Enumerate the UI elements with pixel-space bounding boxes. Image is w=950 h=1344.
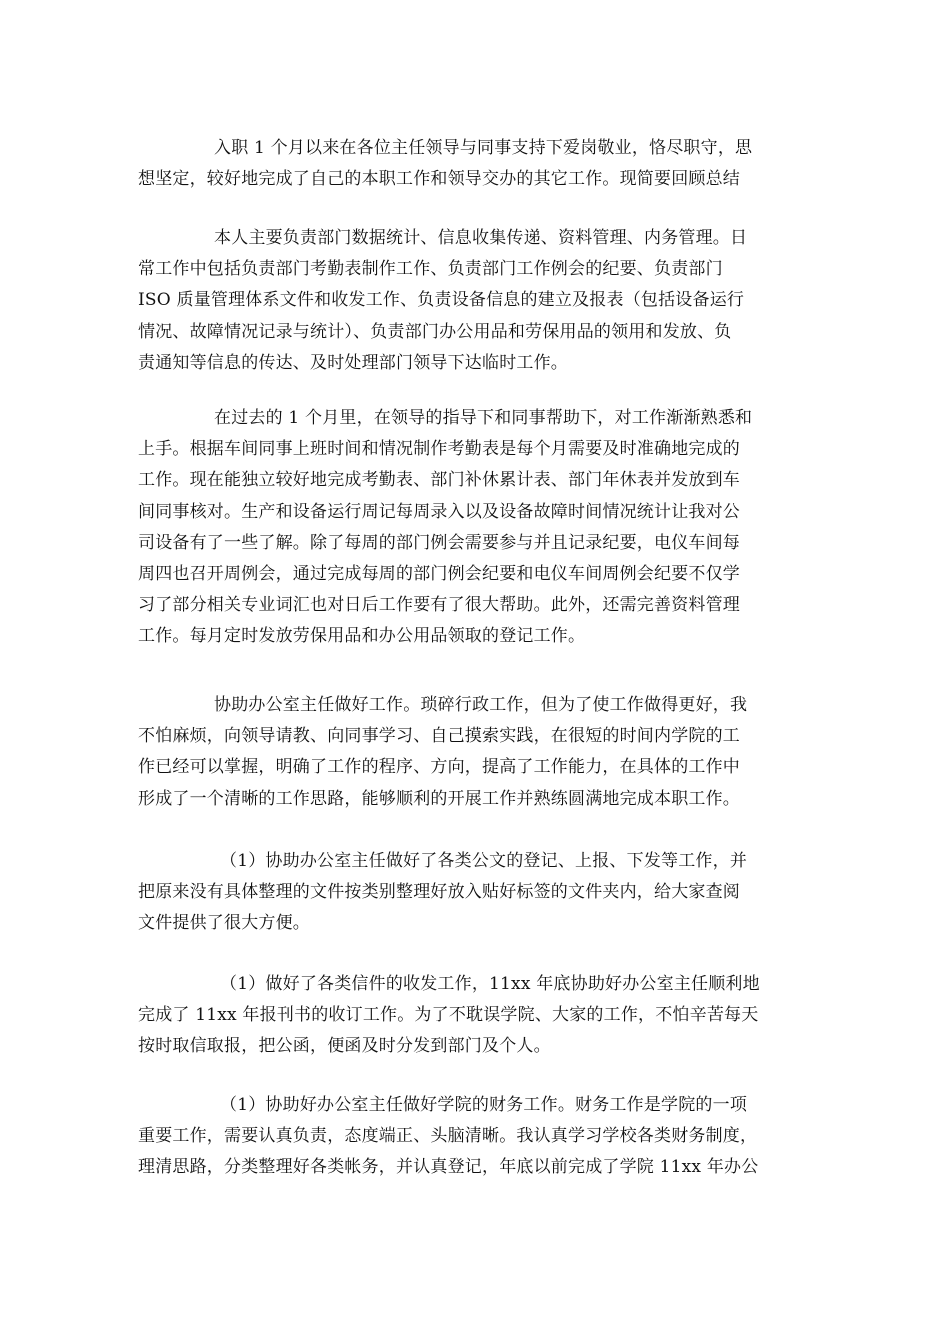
- paragraph-line: 司设备有了一些了解。除了每周的部门例会需要参与并且记录纪要，电仪车间每: [138, 532, 740, 553]
- paragraph-1: [138, 133, 818, 195]
- paragraph-line: 入职 1 个月以来在各位主任领导与同事支持下爱岗敬业，恪尽职守，思: [214, 138, 753, 158]
- paragraph-4: [138, 690, 818, 815]
- paragraph-line: 上手。根据车间同事上班时间和情况制作考勤表是每个月需要及时准确地完成的: [138, 439, 740, 460]
- paragraph-line: 作已经可以掌握，明确了工作的程序、方向，提高了工作能力，在具体的工作中: [138, 757, 740, 778]
- paragraph-line: 情况、故障情况记录与统计）、负责部门办公用品和劳保用品的领用和发放、负: [138, 321, 732, 342]
- paragraph-line: 习了部分相关专业词汇也对日后工作要有了很大帮助。此外，还需完善资料管理: [138, 595, 740, 616]
- paragraph-2: [138, 223, 818, 379]
- paragraph-line: 间同事核对。生产和设备运行周记每周录入以及设备故障时间情况统计让我对公: [138, 501, 740, 522]
- paragraph-7: [138, 1090, 818, 1184]
- paragraph-line: 重要工作，需要认真负责，态度端正、头脑清晰。我认真学习学校各类财务制度，: [138, 1126, 758, 1147]
- paragraph-line: （1）协助好办公室主任做好学院的财务工作。财务工作是学院的一项: [220, 1095, 748, 1115]
- paragraph-line: 完成了 11xx 年报刊书的收订工作。为了不耽误学院、大家的工作，不怕辛苦每天: [138, 1005, 759, 1026]
- paragraph-5: [138, 846, 818, 940]
- paragraph-line: 工作。现在能独立较好地完成考勤表、部门补休累计表、部门年休表并发放到车: [138, 470, 740, 491]
- paragraph-line: 想坚定，较好地完成了自己的本职工作和领导交办的其它工作。现简要回顾总结: [138, 169, 740, 190]
- paragraph-line: 常工作中包括负责部门考勤表制作工作、负责部门工作例会的纪要、负责部门: [138, 259, 723, 280]
- paragraph-line: 在过去的 1 个月里，在领导的指导下和同事帮助下，对工作渐渐熟悉和: [214, 408, 753, 428]
- paragraph-line: 理清思路，分类整理好各类帐务，并认真登记，年底以前完成了学院 11xx 年办公: [138, 1157, 759, 1178]
- paragraph-line: 周四也召开周例会，通过完成每周的部门例会纪要和电仪车间周例会纪要不仅学: [138, 563, 740, 584]
- paragraph-6: [138, 969, 818, 1063]
- paragraph-line: 责通知等信息的传达、及时处理部门领导下达临时工作。: [138, 352, 568, 373]
- paragraph-line: 协助办公室主任做好工作。琐碎行政工作，但为了使工作做得更好，我: [214, 695, 748, 715]
- paragraph-line: 不怕麻烦，向领导请教、向同事学习、自己摸索实践，在很短的时间内学院的工: [138, 726, 740, 747]
- paragraph-line: 形成了一个清晰的工作思路，能够顺利的开展工作并熟练圆满地完成本职工作。: [138, 788, 740, 809]
- paragraph-line: 工作。每月定时发放劳保用品和办公用品领取的登记工作。: [138, 626, 586, 647]
- paragraph-line: （1）协助办公室主任做好了各类公文的登记、上报、下发等工作，并: [220, 851, 748, 871]
- paragraph-line: 文件提供了很大方便。: [138, 913, 310, 934]
- paragraph-line: 按时取信取报，把公函，便函及时分发到部门及个人。: [138, 1036, 551, 1057]
- paragraph-line: （1）做好了各类信件的收发工作，11xx 年底协助好办公室主任顺利地: [220, 974, 760, 994]
- paragraph-line: 把原来没有具体整理的文件按类别整理好放入贴好标签的文件夹内，给大家查阅: [138, 882, 740, 903]
- paragraph-3: [138, 403, 818, 653]
- paragraph-line: 本人主要负责部门数据统计、信息收集传递、资料管理、内务管理。日: [214, 228, 748, 248]
- paragraph-line: ISO 质量管理体系文件和收发工作、负责设备信息的建立及报表（包括设备运行: [138, 290, 745, 311]
